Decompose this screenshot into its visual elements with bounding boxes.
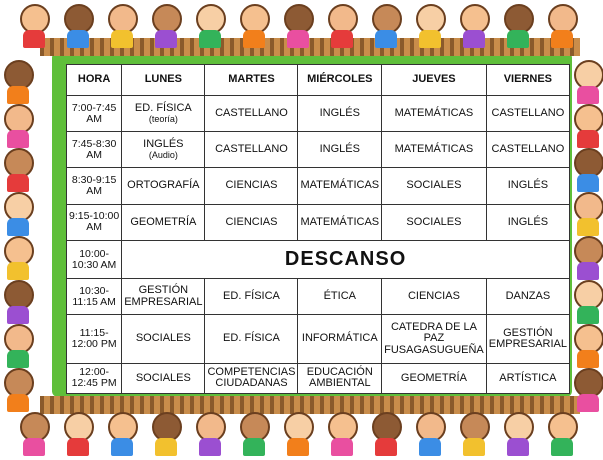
subject-cell — [205, 279, 298, 315]
subject-cell — [298, 132, 382, 168]
subject-name: INGLÉS — [507, 215, 549, 228]
subject-cell — [122, 363, 205, 393]
hour-cell: 7:45-8:30 AM — [67, 132, 122, 168]
table-row — [67, 240, 570, 278]
hour-cell: 9:15-10:00 AM — [67, 204, 122, 240]
kid-body-icon — [7, 394, 29, 412]
kid-body-icon — [7, 262, 29, 280]
kid-body-icon — [287, 30, 309, 48]
subject-cell — [486, 168, 569, 204]
kid-body-icon — [199, 30, 221, 48]
subject-cell — [486, 132, 569, 168]
kid-body-icon — [577, 262, 599, 280]
table-row — [67, 363, 570, 393]
kid-body-icon — [507, 438, 529, 456]
subject-cell — [122, 96, 205, 132]
subject-name: GEOMETRÍA — [130, 215, 197, 228]
kid-body-icon — [331, 30, 353, 48]
subject-name: ARTÍSTICA — [499, 371, 557, 384]
subject-name: CASTELLANO — [491, 143, 565, 156]
hour-cell: 8:30-9:15 AM — [67, 168, 122, 204]
subject-note: (teoría) — [148, 113, 178, 124]
subject-cell — [382, 315, 487, 363]
subject-cell — [382, 168, 487, 204]
kid-body-icon — [577, 350, 599, 368]
subject-name: CASTELLANO — [215, 143, 288, 156]
kid-body-icon — [375, 438, 397, 456]
subject-name: CIENCIAS — [407, 290, 460, 303]
kid-body-icon — [7, 218, 29, 236]
subject-cell — [298, 363, 382, 393]
subject-cell — [486, 363, 569, 393]
subject-cell — [382, 279, 487, 315]
subject-name: CASTELLANO — [491, 106, 565, 119]
subject-cell — [298, 168, 382, 204]
kid-body-icon — [507, 30, 529, 48]
kid-body-icon — [111, 438, 133, 456]
subject-cell — [486, 204, 569, 240]
kid-body-icon — [7, 86, 29, 104]
subject-name: CASTELLANO — [215, 106, 288, 119]
subject-name: ÉTICA — [323, 290, 356, 303]
subject-name: CIENCIAS — [225, 215, 278, 228]
hour-cell: 7:00-7:45 AM — [67, 96, 122, 132]
kid-body-icon — [551, 30, 573, 48]
subject-cell — [122, 168, 205, 204]
kid-body-icon — [7, 350, 29, 368]
subject-cell — [382, 204, 487, 240]
subject-cell — [205, 132, 298, 168]
subject-cell — [122, 279, 205, 315]
kid-body-icon — [577, 218, 599, 236]
subject-cell — [382, 132, 487, 168]
subject-name: ED. FÍSICA — [134, 102, 192, 115]
class-schedule-table — [66, 64, 570, 394]
kid-body-icon — [23, 30, 45, 48]
subject-name: MATEMÁTICAS — [300, 215, 380, 228]
subject-name: DANZAS — [505, 290, 551, 303]
kid-body-icon — [67, 438, 89, 456]
table-row — [67, 168, 570, 204]
table-row — [67, 204, 570, 240]
subject-cell — [298, 204, 382, 240]
subject-name: COMPETENCIAS CIUDADANAS — [207, 365, 296, 390]
subject-name: GESTIÓN EMPRESARIAL — [488, 326, 567, 351]
kid-body-icon — [577, 394, 599, 412]
subject-name: MATEMÁTICAS — [394, 106, 474, 119]
table-row — [67, 132, 570, 168]
subject-cell — [205, 315, 298, 363]
subject-cell — [486, 279, 569, 315]
kid-body-icon — [7, 306, 29, 324]
subject-name: CATEDRA DE LA PAZ FUSAGASUGUEÑA — [384, 320, 484, 356]
kid-body-icon — [155, 30, 177, 48]
kid-body-icon — [199, 438, 221, 456]
kid-body-icon — [7, 174, 29, 192]
kid-body-icon — [67, 30, 89, 48]
subject-cell — [298, 279, 382, 315]
subject-name: ED. FÍSICA — [223, 332, 280, 345]
subject-name: EDUCACIÓN AMBIENTAL — [306, 365, 373, 390]
subject-name: SOCIALES — [135, 371, 191, 384]
subject-cell — [205, 363, 298, 393]
subject-name: INGLÉS — [319, 143, 360, 156]
subject-cell — [486, 315, 569, 363]
header-miercoles: MIÉRCOLES — [298, 65, 382, 96]
kid-body-icon — [463, 438, 485, 456]
kid-body-icon — [23, 438, 45, 456]
header-jueves: JUEVES — [382, 65, 487, 96]
subject-name: GEOMETRÍA — [400, 371, 467, 384]
subject-cell — [205, 204, 298, 240]
subject-cell — [122, 204, 205, 240]
subject-name: MATEMÁTICAS — [394, 143, 474, 156]
kid-body-icon — [577, 306, 599, 324]
kid-body-icon — [419, 30, 441, 48]
kid-body-icon — [331, 438, 353, 456]
kid-body-icon — [577, 174, 599, 192]
kid-body-icon — [419, 438, 441, 456]
subject-name: SOCIALES — [406, 215, 462, 228]
kid-body-icon — [243, 438, 265, 456]
kid-body-icon — [463, 30, 485, 48]
hour-cell: 11:15-12:00 PM — [67, 315, 122, 363]
kid-body-icon — [7, 130, 29, 148]
kid-body-icon — [577, 86, 599, 104]
header-martes: MARTES — [205, 65, 298, 96]
kid-body-icon — [551, 438, 573, 456]
subject-cell — [486, 96, 569, 132]
subject-cell — [382, 363, 487, 393]
subject-name: GESTIÓN EMPRESARIAL — [124, 284, 203, 308]
header-viernes: VIERNES — [486, 65, 569, 96]
kid-body-icon — [155, 438, 177, 456]
subject-note: (Audio) — [148, 149, 178, 160]
subject-name: INGLÉS — [143, 138, 184, 151]
hour-cell: 10:00-10:30 AM — [67, 240, 122, 278]
kid-body-icon — [111, 30, 133, 48]
kid-body-icon — [287, 438, 309, 456]
table-row — [67, 96, 570, 132]
subject-name: CIENCIAS — [225, 179, 278, 192]
header-hora: HORA — [67, 65, 122, 96]
subject-cell — [205, 168, 298, 204]
subject-cell — [298, 96, 382, 132]
hour-cell: 12:00-12:45 PM — [67, 363, 122, 393]
subject-name: ED. FÍSICA — [223, 290, 280, 303]
subject-cell — [122, 132, 205, 168]
subject-cell — [205, 96, 298, 132]
kid-body-icon — [577, 130, 599, 148]
break-cell: DESCANSO — [122, 240, 570, 278]
subject-name: INGLÉS — [319, 106, 360, 119]
subject-cell — [298, 315, 382, 363]
table-row — [67, 315, 570, 363]
kid-body-icon — [375, 30, 397, 48]
subject-name: SOCIALES — [406, 179, 462, 192]
subject-cell — [382, 96, 487, 132]
subject-name: INFORMÁTICA — [301, 332, 378, 345]
subject-name: ORTOGRAFÍA — [127, 179, 200, 192]
header-lunes: LUNES — [122, 65, 205, 96]
hour-cell: 10:30-11:15 AM — [67, 279, 122, 315]
kid-body-icon — [243, 30, 265, 48]
header-row — [67, 65, 570, 96]
subject-cell — [122, 315, 205, 363]
subject-name: MATEMÁTICAS — [300, 179, 380, 192]
table-row — [67, 279, 570, 315]
subject-name: SOCIALES — [135, 332, 191, 345]
subject-name: INGLÉS — [507, 179, 549, 192]
